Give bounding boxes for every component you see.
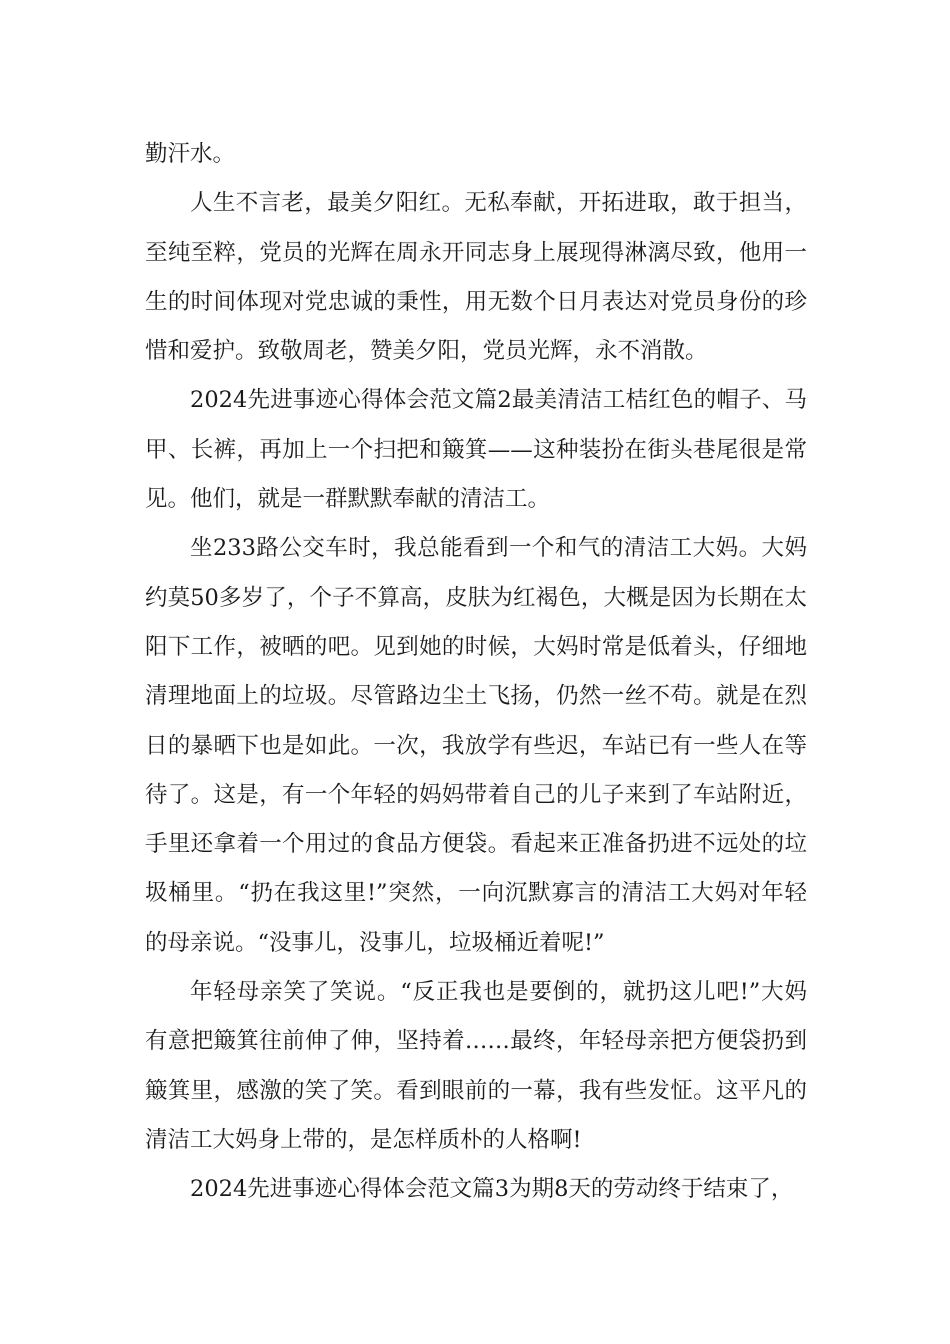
paragraph-continuation: 勤汗水。 [145, 141, 236, 167]
paragraph-essay-3-intro: 2024先进事迹心得体会范文篇3为期8天的劳动终于结束了， [190, 1176, 794, 1203]
paragraph-bus-story: 坐233路公交车时，我总能看到一个和气的清洁工大妈。大妈约莫50多岁了，个子不算高，皮肤为红褐色，大概是因为长期在太阳下工作，被晒的吧。见到她的时候，大妈时常是低着头，仔细地清理地面上的垃圾。尽管路边尘土飞扬，仍然一丝不苟。就是在烈日的暴晒下也是如此。一次，我放学有些迟，车站已有一些人在等待了。这是，有一个年轻的妈妈带着自己的儿子来到了车站附近，手里还拿着一个用过的食品方便袋。看起来正准备扔进不远处的垃圾桶里。“扔在我这里!”突然，一向沉默寡言的清洁工大妈对年轻的母亲说。“没事儿，没事儿，垃圾桶近着呢!” [145, 535, 807, 956]
document-body [145, 130, 807, 1215]
paragraph-essay-2-intro: 2024先进事迹心得体会范文篇2最美清洁工桔红色的帽子、马甲、长裤，再加上一个扫把和簸箕——这种装扮在街头巷尾很是常见。他们，就是一群默默奉献的清洁工。 [145, 387, 807, 513]
paragraph-young-mother: 年轻母亲笑了笑说。“反正我也是要倒的，就扔这儿吧!”大妈有意把簸箕往前伸了伸，坚持着……最终，年轻母亲把方便袋扔到簸箕里，感激的笑了笑。看到眼前的一幕，我有些发怔。这平凡的清洁工大妈身上带的，是怎样质朴的人格啊! [145, 979, 807, 1153]
paragraph-tribute: 人生不言老，最美夕阳红。无私奉献，开拓进取，敢于担当，至纯至粹，党员的光辉在周永开同志身上展现得淋漓尽致，他用一生的时间体现对党忠诚的秉性，用无数个日月表达对党员身份的珍惜和爱护。致敬周老，赞美夕阳，党员光辉，永不消散。 [145, 190, 807, 365]
